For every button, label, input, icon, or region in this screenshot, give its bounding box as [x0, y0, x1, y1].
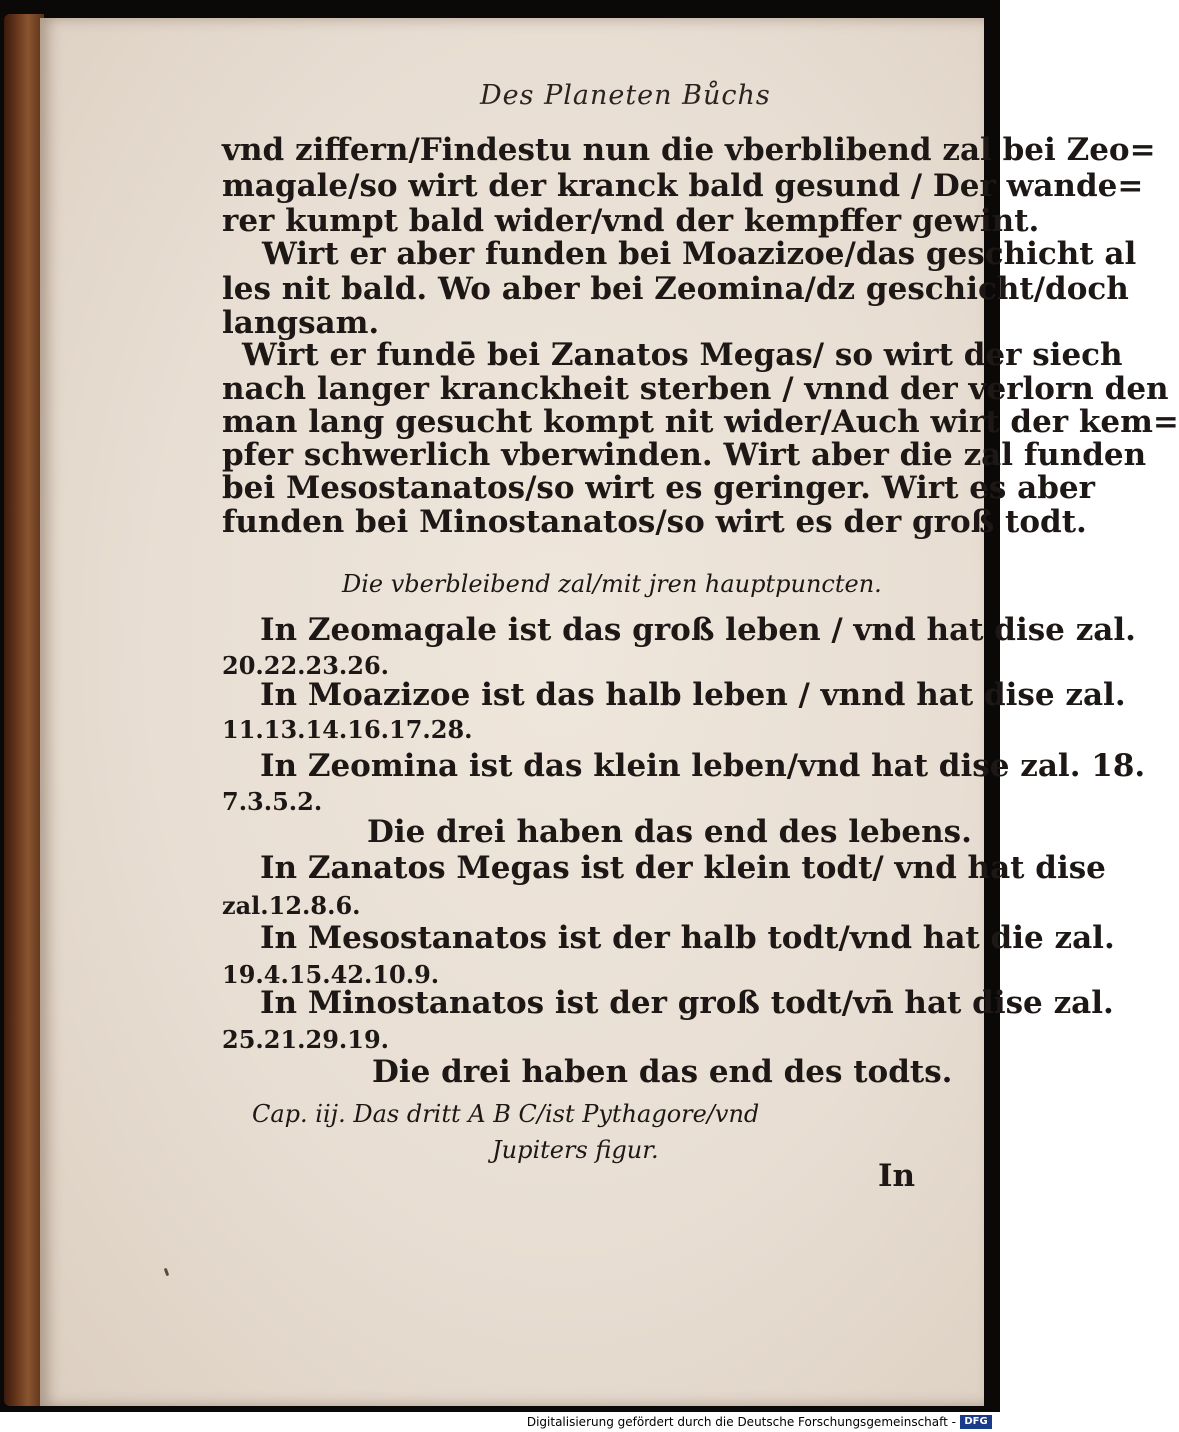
running-head: Des Planeten Bůchs [480, 80, 771, 111]
entry-numbers: zal.12.8.6. [222, 891, 361, 920]
text-line: langsam. [222, 305, 380, 341]
text-line: les nit bald. Wo aber bei Zeomina/dz geschicht/doch [222, 271, 1129, 307]
entry-text: In Zanatos Megas ist der klein todt/ vnd hat dise [260, 850, 1106, 886]
text-line: rer kumpt bald wider/vnd der kempffer gewint. [222, 203, 1040, 239]
section-divider: Die drei haben das end des todts. [372, 1054, 953, 1090]
text-line: Wirt er aber funden bei Moazizoe/das geschicht al [262, 236, 1137, 272]
entry-numbers: 25.21.29.19. [222, 1025, 390, 1054]
entry-numbers: 19.4.15.42.10.9. [222, 960, 440, 989]
text-line: Wirt er fundē bei Zanatos Megas/ so wirt der siech [242, 337, 1123, 373]
text-line: bei Mesostanatos/so wirt es geringer. Wirt es aber [222, 470, 1095, 506]
subheading: Die vberbleibend zal/mit jren hauptpuncten. [342, 570, 882, 598]
book-edge [4, 14, 44, 1406]
entry-numbers: 11.13.14.16.17.28. [222, 715, 473, 744]
text-line: magale/so wirt der kranck bald gesund / Der wande= [222, 168, 1144, 204]
chapter-heading: Cap. iij. Das dritt A B C/ist Pythagore/vnd [252, 1100, 760, 1128]
entry-text: In Mesostanatos ist der halb todt/vnd hat die zal. [260, 920, 1115, 956]
text-line: nach langer kranckheit sterben / vnnd der verlorn den [222, 371, 1169, 407]
entry-numbers: 7.3.5.2. [222, 787, 323, 816]
entry-text: In Minostanatos ist der groß todt/vn̄ hat dise zal. [260, 985, 1114, 1021]
section-divider: Die drei haben das end des lebens. [367, 814, 972, 850]
text-line: funden bei Minostanatos/so wirt es der groß todt. [222, 504, 1087, 540]
entry-text: In Moazizoe ist das halb leben / vnnd hat dise zal. [260, 677, 1126, 713]
chapter-heading: Jupiters figur. [492, 1136, 659, 1164]
text-line: vnd ziffern/Findestu nun die vberblibend zal bei Zeo= [222, 132, 1156, 168]
footer-bar [0, 1412, 1000, 1432]
footer-credit: Digitalisierung gefördert durch die Deutsche Forschungsgemeinschaft - [526, 1415, 956, 1429]
dfg-logo: DFG [960, 1415, 992, 1429]
entry-numbers: 20.22.23.26. [222, 651, 390, 680]
text-line: man lang gesucht kompt nit wider/Auch wirt der kem= [222, 404, 1179, 440]
entry-text: In Zeomina ist das klein leben/vnd hat dise zal. 18. [260, 748, 1146, 784]
catchword: In [878, 1158, 916, 1194]
entry-text: In Zeomagale ist das groß leben / vnd hat dise zal. [260, 612, 1136, 648]
text-line: pfer schwerlich vberwinden. Wirt aber die zal funden [222, 437, 1147, 473]
